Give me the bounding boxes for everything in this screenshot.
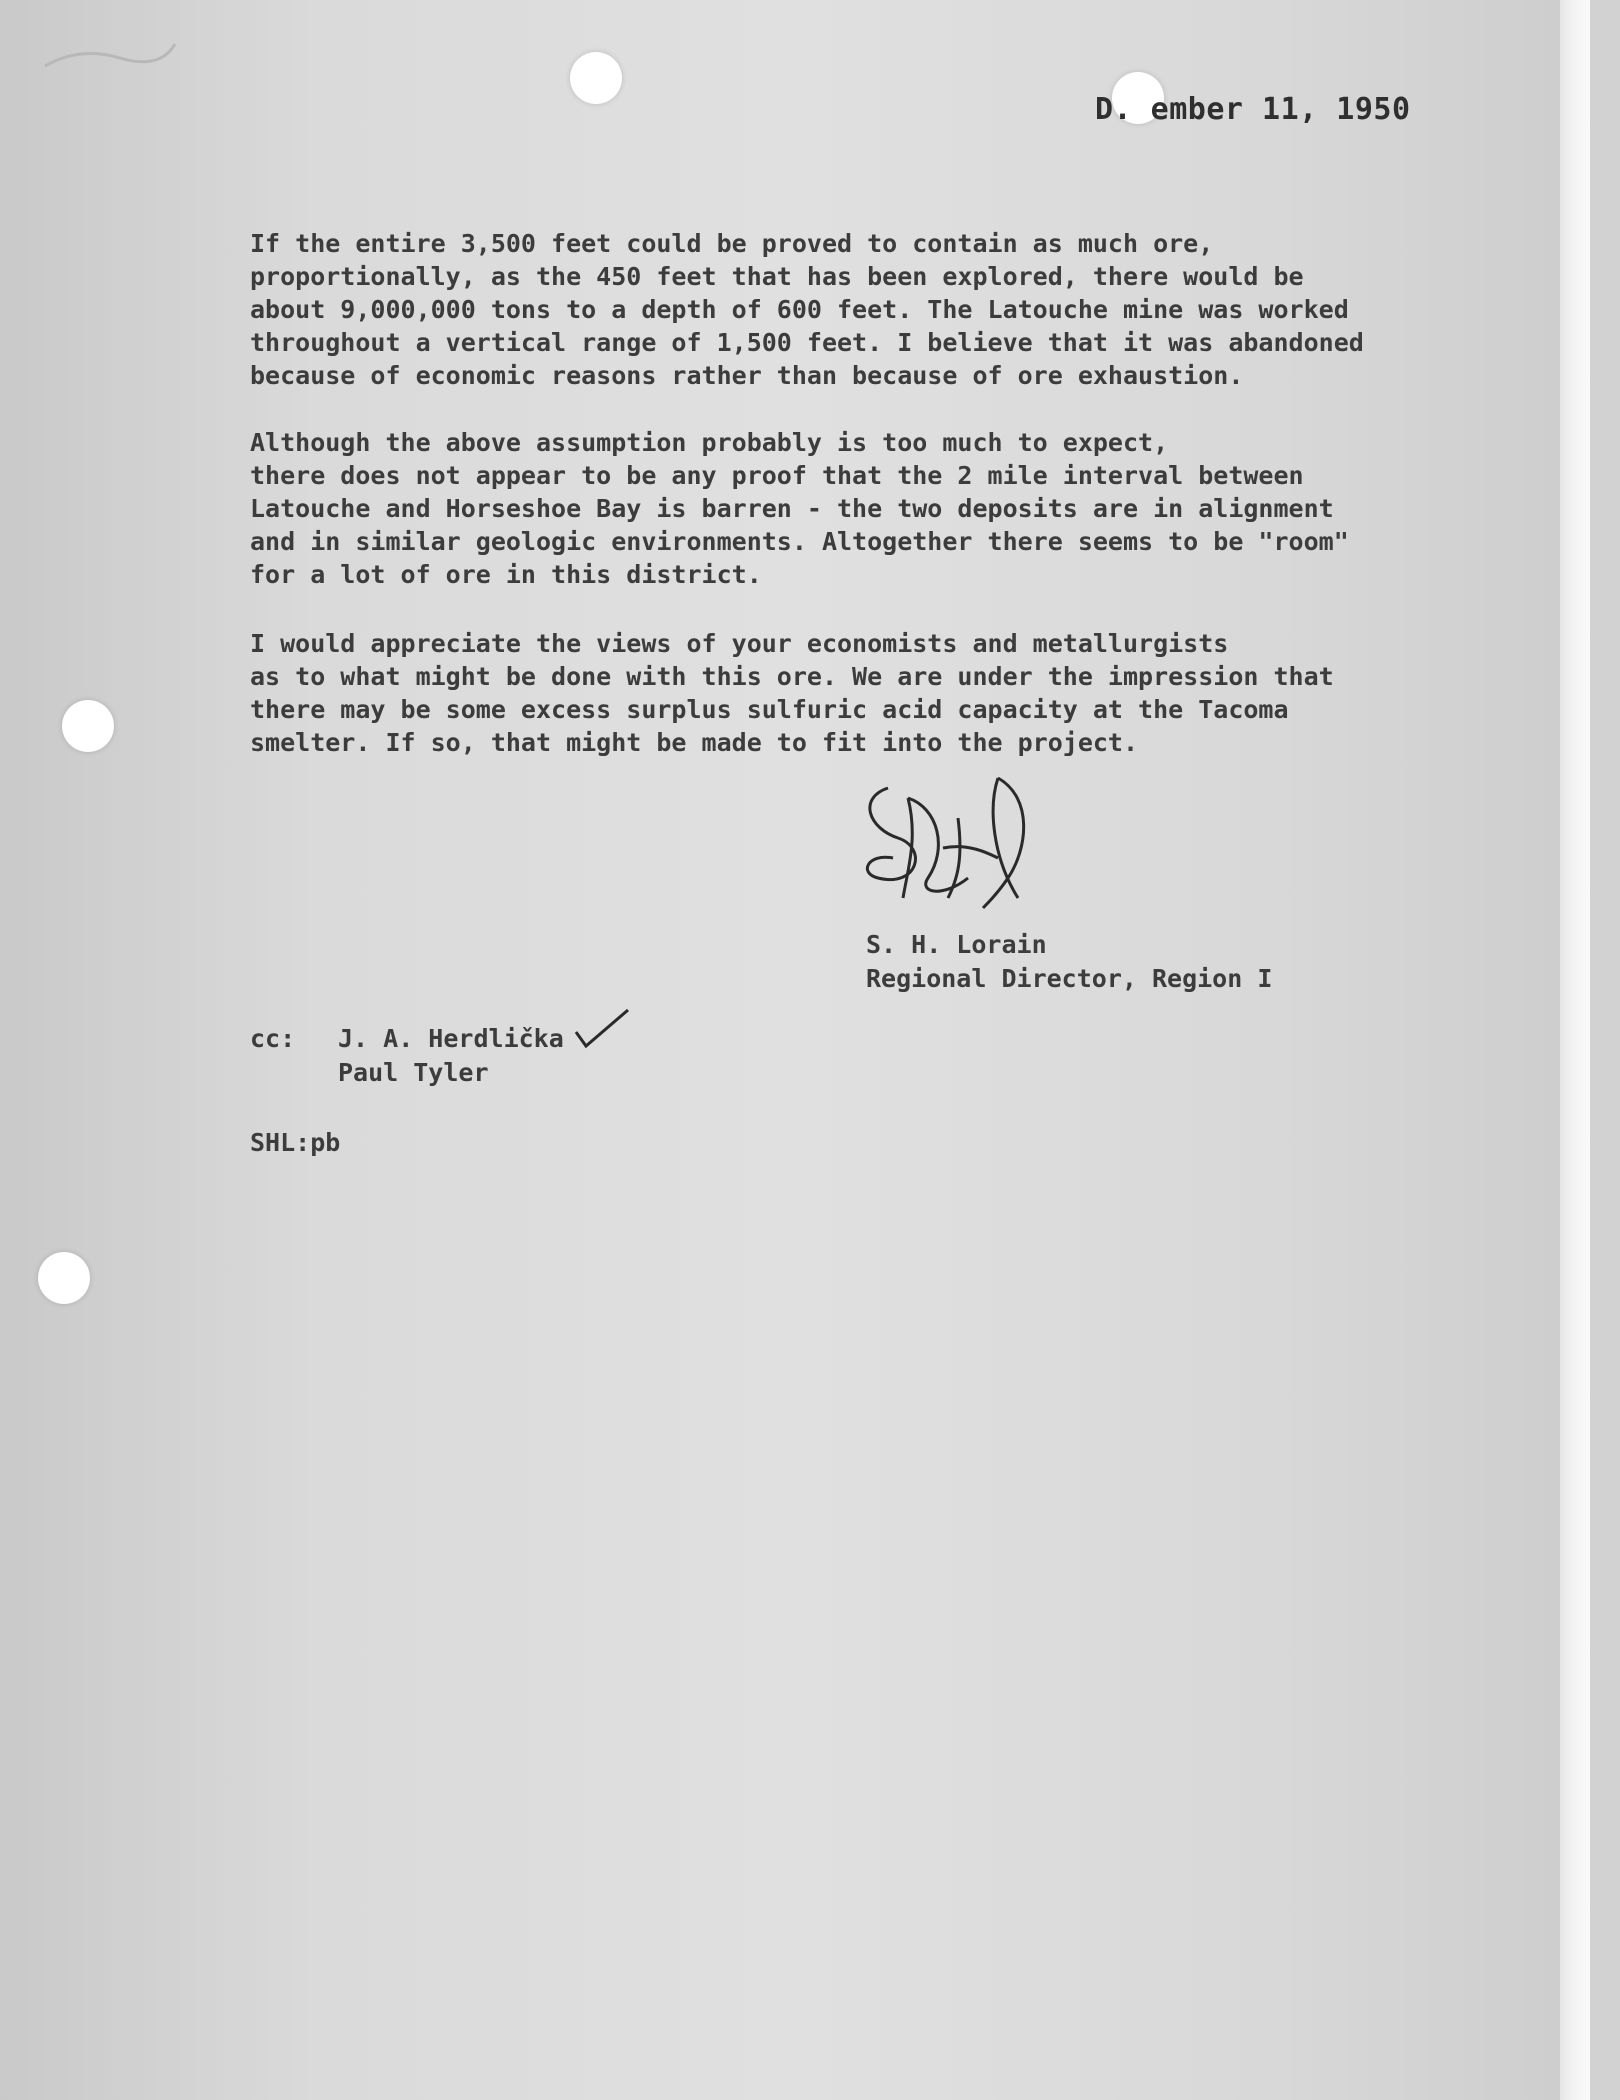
punch-hole: [570, 52, 622, 104]
body-paragraph-1: If the entire 3,500 feet could be proved to contain as much ore, proportionally, as the 450 feet that has been explored, there would be about 9,000,000 tons to a depth of 600 feet. The Latouche mine was worked throughout a vertical range of 1,500 feet. I believe that it was abandoned because of economic reasons rather than because of ore exhaustion.: [250, 229, 1364, 390]
cc-list: [250, 1022, 564, 1090]
signer-title: Regional Director, Region I: [866, 964, 1273, 993]
cc-recipient: Paul Tyler: [338, 1058, 489, 1087]
checkmark-icon: [572, 1006, 632, 1052]
punch-hole: [38, 1252, 90, 1304]
paper-smudge: [40, 36, 180, 76]
cc-recipient: J. A. Herdlička: [338, 1024, 564, 1053]
signature-block: [866, 928, 1272, 996]
page-edge: [1560, 0, 1590, 2100]
body-paragraph-2: Although the above assumption probably is too much to expect, there does not appear to be any proof that the 2 mile interval between Latouche and Horseshoe Bay is barren - the two deposits are in alignment and in similar geologic environments. Altogether there seems to be "room" for a lot of ore in this district.: [250, 428, 1349, 589]
typist-initials: SHL:pb: [250, 1128, 341, 1157]
body-paragraph-3: I would appreciate the views of your economists and metallurgists as to what might be done with this ore. We are under the impression that there may be some excess surplus sulfuric acid capacity at the Tacoma smelter. If so, that might be made to fit into the project.: [250, 629, 1334, 757]
letter-date: D. ember 11, 1950: [1095, 92, 1411, 127]
signer-name: S. H. Lorain: [866, 930, 1047, 959]
punch-hole: [62, 700, 114, 752]
handwritten-signature: [848, 758, 1048, 918]
cc-label: cc:: [250, 1024, 296, 1053]
